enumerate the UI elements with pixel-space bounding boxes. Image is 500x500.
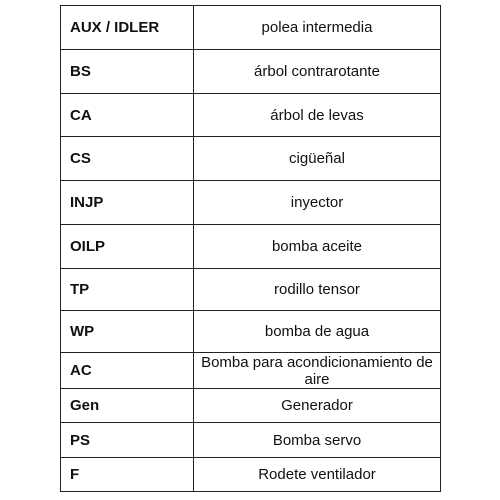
description-cell: inyector [194, 181, 441, 225]
description-cell: Rodete ventilador [194, 458, 441, 492]
description-cell: Bomba para acondicionamiento de aire [194, 353, 441, 389]
code-cell: OILP [61, 225, 194, 269]
table-row [61, 353, 441, 389]
description-cell: polea intermedia [194, 6, 441, 50]
description-cell: bomba aceite [194, 225, 441, 269]
code-cell: BS [61, 50, 194, 94]
table-row [61, 6, 441, 50]
table-row [61, 137, 441, 181]
table-row [61, 181, 441, 225]
component-legend-table [60, 5, 441, 492]
table-row [61, 311, 441, 353]
description-cell: rodillo tensor [194, 269, 441, 311]
table-row [61, 269, 441, 311]
table-row [61, 225, 441, 269]
code-cell: CA [61, 94, 194, 137]
table-row [61, 94, 441, 137]
code-cell: CS [61, 137, 194, 181]
description-cell: árbol de levas [194, 94, 441, 137]
code-cell: F [61, 458, 194, 492]
code-cell: TP [61, 269, 194, 311]
table-row [61, 389, 441, 423]
description-cell: árbol contrarotante [194, 50, 441, 94]
code-cell: Gen [61, 389, 194, 423]
description-cell: bomba de agua [194, 311, 441, 353]
table-row [61, 50, 441, 94]
description-cell: cigüeñal [194, 137, 441, 181]
code-cell: AUX / IDLER [61, 6, 194, 50]
code-cell: INJP [61, 181, 194, 225]
code-cell: PS [61, 423, 194, 458]
table-row [61, 423, 441, 458]
code-cell: AC [61, 353, 194, 389]
description-cell: Generador [194, 389, 441, 423]
table-row [61, 458, 441, 492]
code-cell: WP [61, 311, 194, 353]
description-cell: Bomba servo [194, 423, 441, 458]
